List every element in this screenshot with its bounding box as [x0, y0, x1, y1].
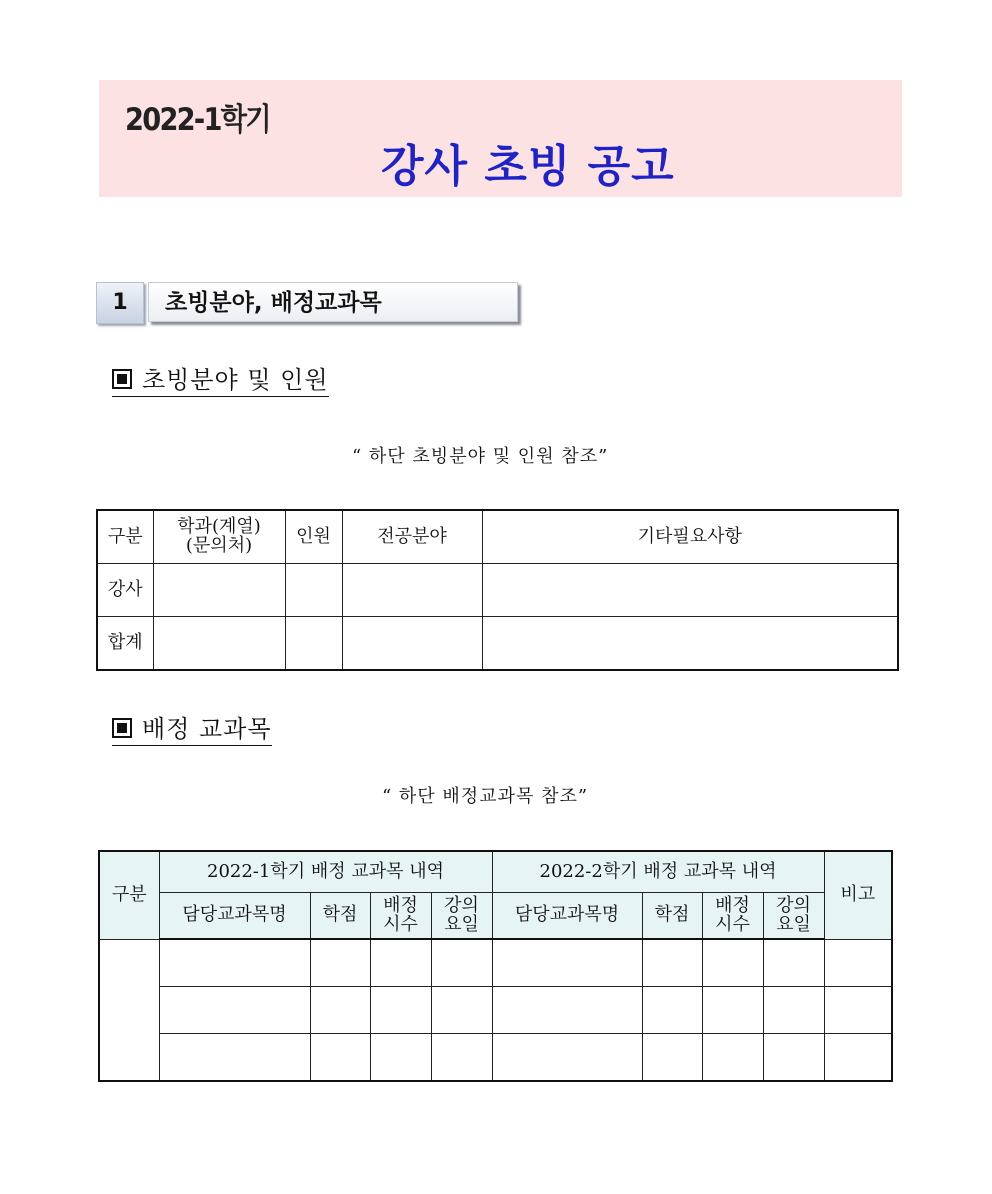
table-cell [159, 987, 310, 1034]
header-course: 담당교과목명 [492, 893, 642, 940]
header-category: 구분 [97, 510, 153, 564]
table-cell [763, 1034, 824, 1082]
table-cell [492, 987, 642, 1034]
table-cell [431, 1034, 492, 1082]
table-row [97, 617, 898, 671]
header-banner [99, 80, 902, 197]
header-hours [370, 893, 431, 940]
table-cell [482, 617, 898, 671]
subheading-positions [112, 360, 329, 397]
header-department-line2: (문의처) [185, 535, 253, 556]
header-hours-line2: 시수 [383, 913, 418, 935]
table-cell [285, 617, 342, 671]
table-cell [342, 617, 482, 671]
note-positions: “ 하단 초빙분야 및 인원 참조” [352, 446, 609, 467]
table-cell [159, 939, 310, 987]
section-title: 초빙분야, 배정교과목 [148, 282, 518, 322]
header-hours-line1: 배정 [715, 894, 750, 916]
header-day-line1: 강의 [444, 894, 479, 916]
header-credit: 학점 [310, 893, 370, 940]
positions-table [96, 509, 899, 671]
table-cell [642, 987, 702, 1034]
header-hours-line2: 시수 [715, 913, 750, 935]
header-remark: 비고 [824, 851, 892, 939]
section-number: 1 [96, 282, 144, 324]
header-semester-2: 2022-2학기 배정 교과목 내역 [492, 851, 824, 893]
subheading-positions-label: 초빙분야 및 인원 [142, 366, 329, 394]
header-day-line2: 요일 [776, 913, 811, 935]
table-cell [285, 564, 342, 617]
header-hours-line1: 배정 [383, 894, 418, 916]
table-row [97, 564, 898, 617]
table-cell [702, 987, 763, 1034]
table-cell [824, 1034, 892, 1082]
table-cell [431, 939, 492, 987]
subheading-courses-label: 배정 교과목 [142, 715, 272, 743]
header-hours [702, 893, 763, 940]
table-cell [159, 1034, 310, 1082]
filled-square-icon [112, 718, 132, 738]
header-day-line1: 강의 [776, 894, 811, 916]
header-department-line1: 학과(계열) [177, 516, 261, 538]
courses-table [98, 850, 893, 1082]
table-row [99, 987, 892, 1034]
table-cell [492, 939, 642, 987]
table-cell [370, 939, 431, 987]
table-cell [370, 987, 431, 1034]
semester-label: 2022-1학기 [125, 102, 270, 138]
table-cell [342, 564, 482, 617]
table-cell [153, 617, 285, 671]
header-category: 구분 [99, 851, 159, 939]
header-semester-1: 2022-1학기 배정 교과목 내역 [159, 851, 492, 893]
header-day-line2: 요일 [444, 913, 479, 935]
note-courses: “ 하단 배정교과목 참조” [382, 786, 589, 807]
row-label: 합계 [97, 617, 153, 671]
subheading-courses [112, 709, 272, 746]
header-major: 전공분야 [342, 510, 482, 564]
table-header-row [97, 510, 898, 564]
table-cell [310, 939, 370, 987]
header-count: 인원 [285, 510, 342, 564]
table-cell [482, 564, 898, 617]
table-cell [431, 987, 492, 1034]
table-cell [642, 1034, 702, 1082]
table-cell [763, 939, 824, 987]
table-cell [824, 987, 892, 1034]
table-cell [824, 939, 892, 987]
table-cell [492, 1034, 642, 1082]
table-row [99, 1034, 892, 1082]
header-course: 담당교과목명 [159, 893, 310, 940]
header-credit: 학점 [642, 893, 702, 940]
table-cell [310, 987, 370, 1034]
table-cell [702, 1034, 763, 1082]
page-title: 강사 초빙 공고 [381, 141, 675, 192]
table-header-row [99, 851, 892, 893]
row-label: 강사 [97, 564, 153, 617]
table-cell [702, 939, 763, 987]
table-subheader-row [99, 893, 892, 940]
filled-square-icon [112, 369, 132, 389]
table-cell [310, 1034, 370, 1082]
header-department [153, 510, 285, 564]
table-cell [370, 1034, 431, 1082]
header-other: 기타필요사항 [482, 510, 898, 564]
table-cell [642, 939, 702, 987]
table-cell [763, 987, 824, 1034]
table-cell [99, 939, 159, 1081]
header-day [431, 893, 492, 940]
header-day [763, 893, 824, 940]
table-cell [153, 564, 285, 617]
table-row [99, 939, 892, 987]
